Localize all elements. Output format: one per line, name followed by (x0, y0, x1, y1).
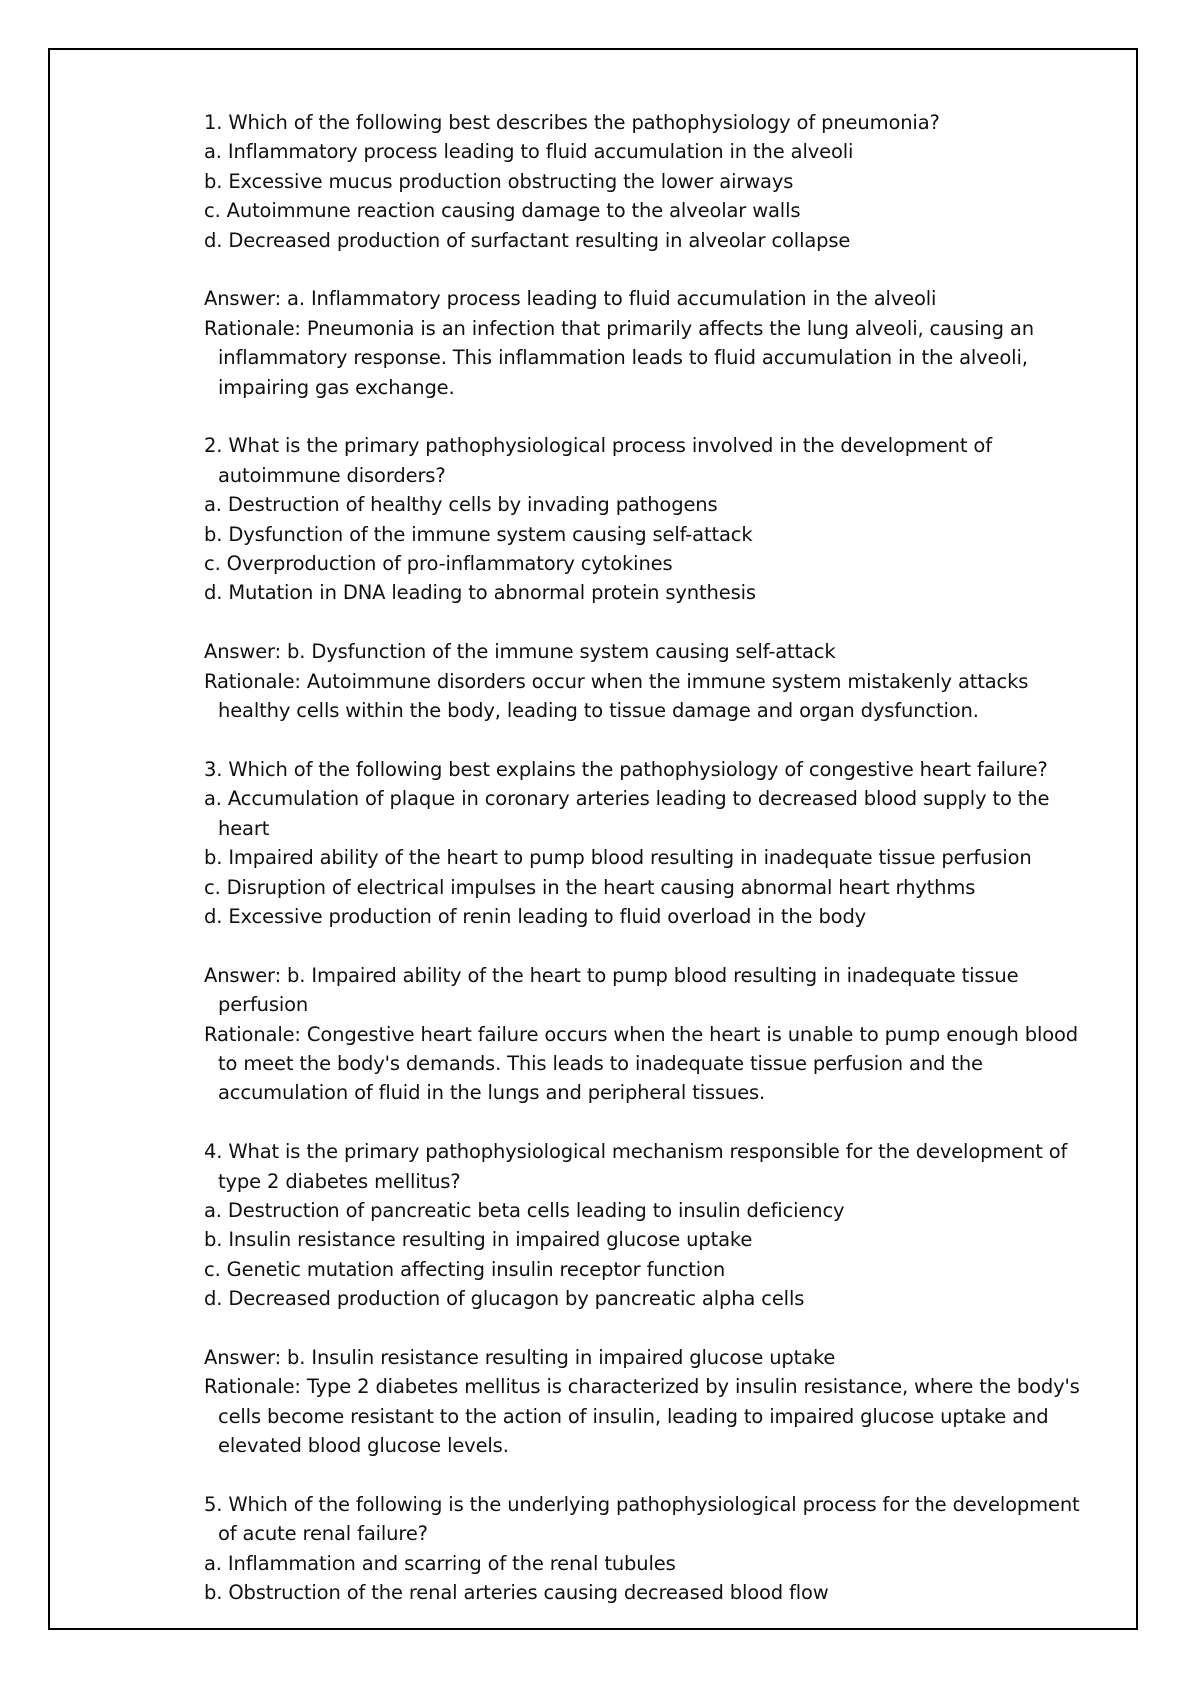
spacer (204, 608, 1104, 637)
question-2 (204, 431, 1104, 754)
question-stem: of acute renal failure? (218, 1522, 428, 1546)
option-c: c. Autoimmune reaction causing damage to the alveolar walls (204, 199, 801, 223)
spacer (204, 255, 1104, 284)
question-stem: 2. What is the primary pathophysiological process involved in the development of (204, 434, 992, 458)
question-5 (204, 1490, 1104, 1608)
option-a: a. Inflammatory process leading to fluid accumulation in the alveoli (204, 140, 854, 164)
question-3 (204, 755, 1104, 1137)
option-d: d. Decreased production of surfactant resulting in alveolar collapse (204, 228, 851, 252)
option-a: heart (218, 816, 270, 840)
answer-text: Answer: b. Dysfunction of the immune system causing self-attack (204, 640, 836, 664)
spacer (204, 1108, 1104, 1137)
option-a: a. Destruction of pancreatic beta cells leading to insulin deficiency (204, 1198, 845, 1222)
rationale-text: elevated blood glucose levels. (218, 1434, 509, 1458)
option-b: b. Impaired ability of the heart to pump blood resulting in inadequate tissue perfusion (204, 846, 1032, 870)
rationale-text: accumulation of fluid in the lungs and peripheral tissues. (218, 1081, 766, 1105)
question-stem: type 2 diabetes mellitus? (218, 1169, 461, 1193)
option-d: d. Mutation in DNA leading to abnormal protein synthesis (204, 581, 756, 605)
option-b: b. Dysfunction of the immune system causing self-attack (204, 522, 753, 546)
answer-text: Answer: a. Inflammatory process leading to fluid accumulation in the alveoli (204, 287, 937, 311)
spacer (204, 931, 1104, 960)
option-a: a. Inflammation and scarring of the renal tubules (204, 1551, 676, 1575)
rationale-text: impairing gas exchange. (218, 375, 455, 399)
rationale-text: inflammatory response. This inflammation leads to fluid accumulation in the alveoli, (218, 346, 1028, 370)
option-b: b. Excessive mucus production obstructing the lower airways (204, 169, 794, 193)
option-c: c. Genetic mutation affecting insulin receptor function (204, 1257, 726, 1281)
question-stem: autoimmune disorders? (218, 463, 446, 487)
rationale-text: Rationale: Type 2 diabetes mellitus is characterized by insulin resistance, where the body's (204, 1375, 1080, 1399)
document-body (204, 108, 1104, 1608)
answer-text: Answer: b. Insulin resistance resulting in impaired glucose uptake (204, 1345, 836, 1369)
option-d: d. Decreased production of glucagon by pancreatic alpha cells (204, 1287, 805, 1311)
option-a: a. Accumulation of plaque in coronary arteries leading to decreased blood supply to the (204, 787, 1050, 811)
option-c: c. Overproduction of pro-inflammatory cytokines (204, 552, 673, 576)
rationale-text: cells become resistant to the action of insulin, leading to impaired glucose uptake and (218, 1404, 1049, 1428)
option-b: b. Insulin resistance resulting in impaired glucose uptake (204, 1228, 753, 1252)
spacer (204, 402, 1104, 431)
option-a: a. Destruction of healthy cells by invading pathogens (204, 493, 718, 517)
option-c: c. Disruption of electrical impulses in the heart causing abnormal heart rhythms (204, 875, 976, 899)
rationale-text: Rationale: Congestive heart failure occurs when the heart is unable to pump enough blood (204, 1022, 1079, 1046)
question-stem: 4. What is the primary pathophysiological mechanism responsible for the development of (204, 1140, 1068, 1164)
spacer (204, 1314, 1104, 1343)
option-b: b. Obstruction of the renal arteries causing decreased blood flow (204, 1581, 829, 1605)
question-1 (204, 108, 1104, 431)
spacer (204, 725, 1104, 754)
question-stem: 5. Which of the following is the underlying pathophysiological process for the development (204, 1492, 1080, 1516)
option-d: d. Excessive production of renin leading to fluid overload in the body (204, 904, 867, 928)
rationale-text: to meet the body's demands. This leads to inadequate tissue perfusion and the (218, 1051, 983, 1075)
rationale-text: Rationale: Autoimmune disorders occur when the immune system mistakenly attacks (204, 669, 1029, 693)
rationale-text: healthy cells within the body, leading to tissue damage and organ dysfunction. (218, 699, 979, 723)
question-stem: 3. Which of the following best explains the pathophysiology of congestive heart failure? (204, 757, 1048, 781)
question-4 (204, 1137, 1104, 1490)
question-stem: 1. Which of the following best describes the pathophysiology of pneumonia? (204, 111, 940, 134)
answer-text: perfusion (218, 993, 309, 1017)
rationale-text: Rationale: Pneumonia is an infection that primarily affects the lung alveoli, causing an (204, 316, 1034, 340)
spacer (204, 1461, 1104, 1490)
answer-text: Answer: b. Impaired ability of the heart to pump blood resulting in inadequate tissue (204, 963, 1019, 987)
